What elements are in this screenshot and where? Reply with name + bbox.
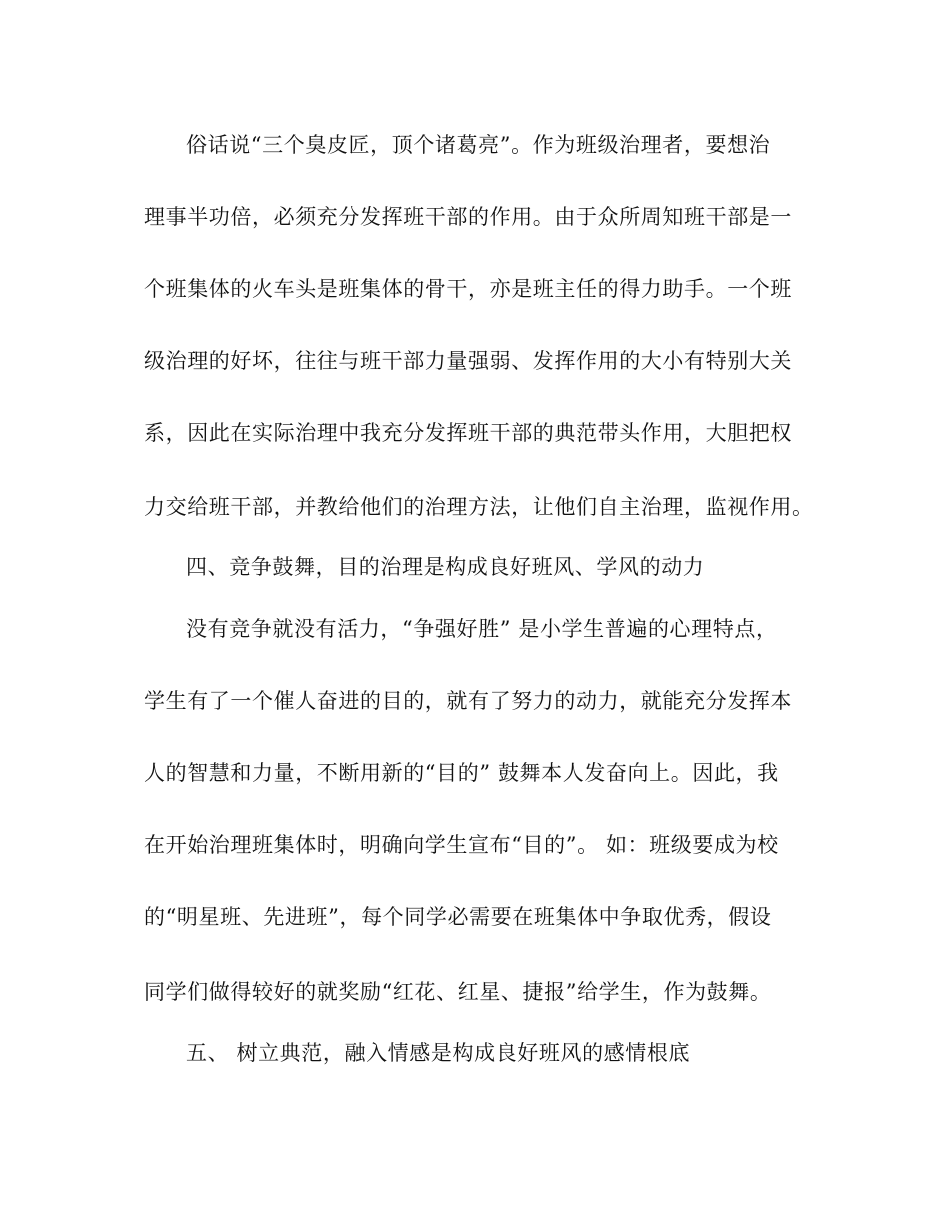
paragraph-line: 个班集体的火车头是班集体的骨干，亦是班主任的得力助手。一个班 bbox=[144, 277, 792, 301]
section-heading: 五、 树立典范，融入情感是构成良好班风的感情根底 bbox=[186, 1041, 691, 1065]
paragraph-line: 没有竞争就没有活力，“争强好胜” 是小学生普遍的心理特点， bbox=[186, 617, 778, 641]
paragraph-line: 俗话说“三个臭皮匠，顶个诸葛亮”。作为班级治理者，要想治 bbox=[186, 133, 771, 157]
section-heading: 四、竞争鼓舞，目的治理是构成良好班风、学风的动力 bbox=[186, 555, 705, 579]
paragraph-line: 学生有了一个催人奋进的目的，就有了努力的动力，就能充分发挥本 bbox=[144, 689, 792, 713]
paragraph-line: 的“明星班、先进班”，每个同学必需要在班集体中争取优秀，假设 bbox=[144, 905, 772, 929]
paragraph-line: 级治理的好坏，往往与班干部力量强弱、发挥作用的大小有特别大关 bbox=[144, 349, 792, 373]
paragraph-line: 同学们做得较好的就奖励“红花、红星、捷报”给学生，作为鼓舞。 bbox=[144, 980, 772, 1004]
paragraph-line: 系，因此在实际治理中我充分发挥班干部的典范带头作用，大胆把权 bbox=[144, 421, 792, 445]
paragraph-line: 力交给班干部，并教给他们的治理方法，让他们自主治理，监视作用。 bbox=[144, 495, 814, 519]
paragraph-line: 人的智慧和力量，不断用新的“目的” 鼓舞本人发奋向上。因此，我 bbox=[144, 761, 779, 785]
paragraph-line: 在开始治理班集体时，明确向学生宣布“目的”。 如：班级要成为校 bbox=[144, 833, 779, 857]
paragraph-line: 理事半功倍，必须充分发挥班干部的作用。由于众所周知班干部是一 bbox=[144, 205, 792, 229]
